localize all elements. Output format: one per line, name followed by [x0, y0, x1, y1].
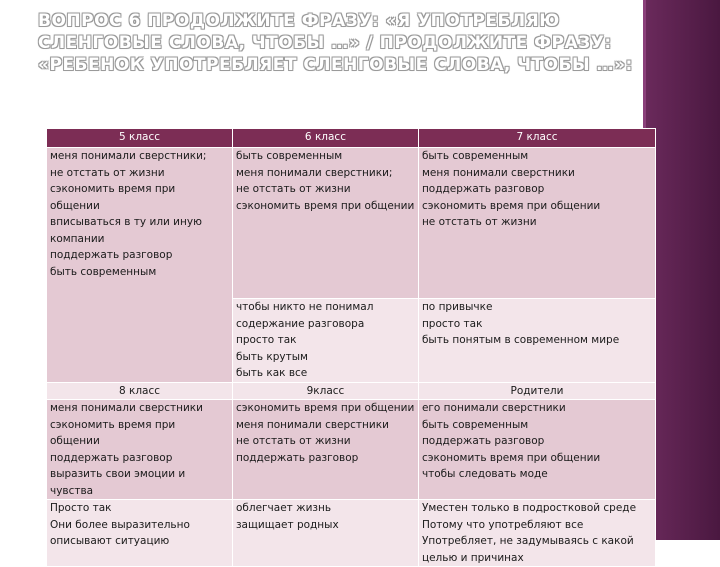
answer-line: сэкономить время при общении: [235, 402, 415, 414]
answer-line: быть современным: [235, 150, 343, 162]
cell-grade7-other: [418, 299, 655, 383]
answer-line: содержание разговора: [235, 317, 365, 330]
answer-line: Потому что употребляют все: [421, 518, 584, 531]
table-row: [47, 400, 656, 500]
answer-line: меня понимали сверстники: [50, 402, 203, 414]
answer-line: Уместен только в подростковой среде: [421, 502, 637, 514]
answer-line: сэкономить время при общении: [421, 199, 601, 212]
answer-line: поддержать разговор: [235, 451, 359, 464]
answer-line: не отстать от жизни: [50, 166, 165, 179]
answer-line: Употребляет, не задумываясь с какой: [421, 535, 634, 547]
cell-grade8-other: [47, 500, 233, 567]
answer-line: быть крутым: [235, 350, 308, 363]
cell-grade9-other: [232, 500, 418, 567]
answer-line: меня понимали сверстники;: [50, 150, 207, 162]
answer-line: чувства: [50, 484, 94, 497]
survey-table: [46, 128, 656, 567]
cell-grade8-answers: [47, 400, 233, 500]
answer-line: быть понятым в современном мире: [421, 334, 620, 346]
answer-line: меня понимали сверстники;: [235, 166, 393, 179]
answer-line: меня понимали сверстники: [235, 418, 389, 431]
answer-line: общении: [50, 199, 100, 212]
header-grade-9: 9класс: [232, 382, 418, 400]
header-grade-7: 7 класс: [418, 129, 655, 148]
answer-line: вписываться в ту или иную: [50, 216, 202, 228]
answer-line: сэкономить время при: [50, 183, 176, 195]
cell-parents-answers: [418, 400, 655, 500]
answer-line: поддержать разговор: [421, 183, 545, 195]
answer-line: облегчает жизнь: [235, 502, 332, 514]
answer-line: Просто так: [50, 502, 112, 514]
slide-title: ВОПРОС 6 ПРОДОЛЖИТЕ ФРАЗУ: «Я УПОТРЕБЛЯЮ СЛЕНГОВЫЕ СЛОВА, ЧТОБЫ …» / ПРОДОЛЖИТЕ ФРАЗУ: «РЕБЕНОК УПОТРЕБЛЯЕТ СЛЕНГОВЫЕ СЛОВА, ЧТОБЫ …»:: [38, 11, 633, 75]
answer-line: сэкономить время при общении: [421, 451, 601, 464]
answer-line: целью и причинах: [421, 551, 524, 564]
answer-line: поддержать разговор: [50, 451, 173, 464]
answer-line: быть современным: [421, 418, 529, 431]
answer-line: быть как все: [235, 367, 308, 379]
answer-line: поддержать разговор: [421, 435, 545, 447]
answer-line: по привычке: [421, 301, 493, 313]
answer-line: сэкономить время при: [50, 418, 176, 431]
cell-grade5-answers: [47, 148, 233, 383]
answer-line: его понимали сверстники: [421, 402, 566, 414]
header-grade-5: 5 класс: [47, 129, 233, 148]
answer-line: не отстать от жизни: [421, 216, 537, 228]
answer-line: быть современным: [421, 150, 529, 162]
cell-grade6-other: [232, 299, 418, 383]
answer-line: защищает родных: [235, 518, 339, 531]
answer-line: меня понимали сверстники: [421, 166, 575, 179]
answer-line: не отстать от жизни: [235, 183, 351, 195]
answer-line: Они более выразительно: [50, 518, 190, 531]
table-row: [47, 148, 656, 299]
answer-line: просто так: [235, 334, 297, 346]
answer-line: сэкономить время при общении: [235, 199, 415, 212]
cell-grade9-answers: [232, 400, 418, 500]
cell-grade6-answers: [232, 148, 418, 299]
header-parents: Родители: [418, 382, 655, 400]
answer-line: не отстать от жизни: [235, 435, 351, 447]
table-header-row: [47, 129, 656, 148]
cell-parents-other: [418, 500, 655, 567]
cell-grade7-answers: [418, 148, 655, 299]
table-row: [47, 500, 656, 567]
header-grade-8: 8 класс: [47, 382, 233, 400]
answer-line: выразить свои эмоции и: [50, 468, 186, 480]
answer-line: общении: [50, 435, 100, 447]
answer-line: чтобы никто не понимал: [235, 301, 374, 313]
answer-line: описывают ситуацию: [50, 535, 170, 547]
answer-line: чтобы следовать моде: [421, 468, 548, 480]
table-header-row: [47, 382, 656, 400]
answer-line: поддержать разговор: [50, 249, 173, 261]
answer-line: быть современным: [50, 265, 157, 278]
answer-line: просто так: [421, 317, 483, 330]
header-grade-6: 6 класс: [232, 129, 418, 148]
answer-line: компании: [50, 232, 105, 245]
